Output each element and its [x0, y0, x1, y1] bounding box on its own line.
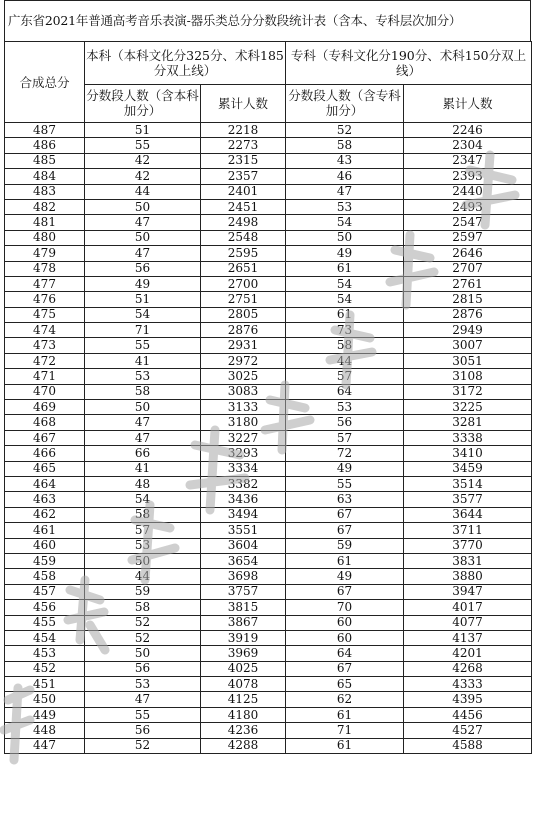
cell-total-score: 455	[5, 615, 85, 630]
cell-undergrad-cumulative: 2595	[201, 246, 286, 261]
table-row	[5, 292, 532, 307]
table-row	[5, 153, 532, 168]
cell-undergrad-cumulative: 4288	[201, 738, 286, 753]
cell-college-cumulative: 4527	[404, 723, 532, 738]
cell-total-score: 469	[5, 400, 85, 415]
cell-college-count: 55	[286, 476, 404, 491]
cell-undergrad-cumulative: 2357	[201, 169, 286, 184]
cell-total-score: 450	[5, 692, 85, 707]
header-college-cumulative: 累计人数	[404, 84, 532, 122]
cell-college-cumulative: 2246	[404, 123, 532, 138]
cell-undergrad-cumulative: 3293	[201, 446, 286, 461]
table-row	[5, 569, 532, 584]
cell-college-count: 49	[286, 461, 404, 476]
cell-college-cumulative: 3007	[404, 338, 532, 353]
cell-college-cumulative: 2646	[404, 246, 532, 261]
cell-total-score: 458	[5, 569, 85, 584]
cell-total-score: 465	[5, 461, 85, 476]
cell-undergrad-cumulative: 3604	[201, 538, 286, 553]
cell-undergrad-cumulative: 3867	[201, 615, 286, 630]
table-title: 广东省2021年普通高考音乐表演-器乐类总分分数段统计表（含本、专科层次加分）	[4, 0, 531, 41]
score-table-sheet	[4, 0, 531, 754]
cell-total-score: 464	[5, 476, 85, 491]
cell-undergrad-cumulative: 4125	[201, 692, 286, 707]
cell-college-cumulative: 3108	[404, 369, 532, 384]
cell-undergrad-count: 49	[85, 276, 201, 291]
cell-college-count: 72	[286, 446, 404, 461]
table-row	[5, 507, 532, 522]
cell-college-cumulative: 4017	[404, 600, 532, 615]
cell-total-score: 485	[5, 153, 85, 168]
table-row	[5, 400, 532, 415]
cell-college-cumulative: 3770	[404, 538, 532, 553]
cell-undergrad-cumulative: 3382	[201, 476, 286, 491]
cell-undergrad-count: 55	[85, 138, 201, 153]
cell-college-count: 54	[286, 292, 404, 307]
cell-undergrad-count: 51	[85, 292, 201, 307]
cell-total-score: 468	[5, 415, 85, 430]
cell-undergrad-cumulative: 3551	[201, 523, 286, 538]
cell-college-count: 64	[286, 384, 404, 399]
cell-undergrad-cumulative: 4078	[201, 677, 286, 692]
cell-college-cumulative: 2493	[404, 199, 532, 214]
cell-total-score: 474	[5, 323, 85, 338]
table-row	[5, 646, 532, 661]
cell-college-count: 54	[286, 215, 404, 230]
cell-total-score: 452	[5, 661, 85, 676]
cell-total-score: 486	[5, 138, 85, 153]
score-distribution-table	[4, 41, 532, 754]
cell-college-cumulative: 2876	[404, 307, 532, 322]
cell-college-cumulative: 3947	[404, 584, 532, 599]
cell-total-score: 478	[5, 261, 85, 276]
cell-college-count: 53	[286, 400, 404, 415]
cell-college-count: 61	[286, 261, 404, 276]
cell-college-cumulative: 2597	[404, 230, 532, 245]
cell-total-score: 483	[5, 184, 85, 199]
cell-total-score: 480	[5, 230, 85, 245]
cell-college-count: 62	[286, 692, 404, 707]
cell-total-score: 467	[5, 430, 85, 445]
cell-total-score: 477	[5, 276, 85, 291]
table-row	[5, 169, 532, 184]
cell-undergrad-count: 53	[85, 677, 201, 692]
cell-undergrad-count: 58	[85, 507, 201, 522]
cell-undergrad-cumulative: 3757	[201, 584, 286, 599]
table-row	[5, 723, 532, 738]
cell-total-score: 457	[5, 584, 85, 599]
cell-college-cumulative: 3711	[404, 523, 532, 538]
table-row	[5, 584, 532, 599]
cell-undergrad-cumulative: 3698	[201, 569, 286, 584]
cell-total-score: 448	[5, 723, 85, 738]
table-row	[5, 461, 532, 476]
cell-undergrad-count: 54	[85, 307, 201, 322]
cell-college-count: 60	[286, 615, 404, 630]
table-row	[5, 199, 532, 214]
cell-college-count: 56	[286, 415, 404, 430]
cell-college-count: 54	[286, 276, 404, 291]
cell-undergrad-cumulative: 2972	[201, 353, 286, 368]
cell-total-score: 487	[5, 123, 85, 138]
cell-college-cumulative: 3172	[404, 384, 532, 399]
table-row	[5, 415, 532, 430]
cell-undergrad-count: 52	[85, 615, 201, 630]
cell-undergrad-count: 53	[85, 538, 201, 553]
cell-undergrad-cumulative: 2315	[201, 153, 286, 168]
cell-college-count: 52	[286, 123, 404, 138]
cell-college-cumulative: 2949	[404, 323, 532, 338]
table-row	[5, 538, 532, 553]
cell-undergrad-count: 59	[85, 584, 201, 599]
cell-undergrad-count: 55	[85, 707, 201, 722]
cell-total-score: 451	[5, 677, 85, 692]
table-body	[5, 123, 532, 754]
cell-total-score: 462	[5, 507, 85, 522]
cell-college-cumulative: 3281	[404, 415, 532, 430]
cell-undergrad-cumulative: 2451	[201, 199, 286, 214]
table-row	[5, 692, 532, 707]
cell-college-cumulative: 3225	[404, 400, 532, 415]
table-row	[5, 523, 532, 538]
cell-undergrad-count: 56	[85, 661, 201, 676]
table-row	[5, 707, 532, 722]
cell-college-count: 60	[286, 630, 404, 645]
cell-total-score: 482	[5, 199, 85, 214]
cell-undergrad-cumulative: 3083	[201, 384, 286, 399]
cell-college-count: 67	[286, 584, 404, 599]
table-row	[5, 430, 532, 445]
cell-college-cumulative: 3880	[404, 569, 532, 584]
cell-undergrad-count: 56	[85, 261, 201, 276]
table-row	[5, 123, 532, 138]
cell-college-cumulative: 2393	[404, 169, 532, 184]
cell-college-cumulative: 4137	[404, 630, 532, 645]
cell-undergrad-count: 50	[85, 199, 201, 214]
table-row	[5, 492, 532, 507]
cell-total-score: 473	[5, 338, 85, 353]
cell-college-cumulative: 3410	[404, 446, 532, 461]
cell-college-cumulative: 3644	[404, 507, 532, 522]
cell-undergrad-cumulative: 4236	[201, 723, 286, 738]
cell-undergrad-count: 48	[85, 476, 201, 491]
cell-undergrad-count: 50	[85, 646, 201, 661]
cell-college-count: 61	[286, 553, 404, 568]
table-row	[5, 661, 532, 676]
cell-total-score: 453	[5, 646, 85, 661]
cell-undergrad-cumulative: 2498	[201, 215, 286, 230]
table-row	[5, 738, 532, 753]
cell-undergrad-count: 41	[85, 353, 201, 368]
header-college: 专科（专科文化分190分、术科150分双上线）	[286, 42, 532, 85]
cell-undergrad-cumulative: 2218	[201, 123, 286, 138]
header-undergrad-cumulative: 累计人数	[201, 84, 286, 122]
cell-college-cumulative: 3459	[404, 461, 532, 476]
cell-college-count: 61	[286, 707, 404, 722]
table-row	[5, 384, 532, 399]
table-row	[5, 323, 532, 338]
cell-college-count: 58	[286, 138, 404, 153]
cell-college-cumulative: 3577	[404, 492, 532, 507]
cell-college-count: 73	[286, 323, 404, 338]
table-row	[5, 446, 532, 461]
cell-undergrad-count: 58	[85, 384, 201, 399]
cell-undergrad-cumulative: 2273	[201, 138, 286, 153]
cell-total-score: 481	[5, 215, 85, 230]
cell-college-count: 53	[286, 199, 404, 214]
table-row	[5, 215, 532, 230]
table-row	[5, 630, 532, 645]
cell-college-cumulative: 3338	[404, 430, 532, 445]
cell-college-count: 67	[286, 507, 404, 522]
table-row	[5, 261, 532, 276]
table-row	[5, 369, 532, 384]
table-row	[5, 677, 532, 692]
cell-undergrad-count: 50	[85, 230, 201, 245]
cell-undergrad-count: 57	[85, 523, 201, 538]
table-row	[5, 553, 532, 568]
cell-undergrad-cumulative: 2700	[201, 276, 286, 291]
cell-college-count: 67	[286, 523, 404, 538]
cell-total-score: 460	[5, 538, 85, 553]
table-row	[5, 600, 532, 615]
cell-undergrad-cumulative: 3025	[201, 369, 286, 384]
table-row	[5, 138, 532, 153]
cell-total-score: 456	[5, 600, 85, 615]
cell-total-score: 475	[5, 307, 85, 322]
cell-undergrad-count: 56	[85, 723, 201, 738]
cell-total-score: 449	[5, 707, 85, 722]
cell-undergrad-count: 47	[85, 415, 201, 430]
cell-undergrad-count: 50	[85, 553, 201, 568]
cell-undergrad-cumulative: 2751	[201, 292, 286, 307]
table-row	[5, 184, 532, 199]
cell-college-cumulative: 4333	[404, 677, 532, 692]
cell-undergrad-cumulative: 2931	[201, 338, 286, 353]
cell-college-count: 49	[286, 246, 404, 261]
cell-total-score: 447	[5, 738, 85, 753]
cell-undergrad-cumulative: 2401	[201, 184, 286, 199]
cell-undergrad-count: 47	[85, 215, 201, 230]
table-row	[5, 338, 532, 353]
cell-college-count: 65	[286, 677, 404, 692]
cell-college-count: 61	[286, 738, 404, 753]
cell-undergrad-cumulative: 3227	[201, 430, 286, 445]
cell-undergrad-cumulative: 3180	[201, 415, 286, 430]
table-row	[5, 476, 532, 491]
cell-total-score: 454	[5, 630, 85, 645]
cell-college-count: 46	[286, 169, 404, 184]
cell-undergrad-cumulative: 3133	[201, 400, 286, 415]
cell-college-cumulative: 4077	[404, 615, 532, 630]
cell-college-cumulative: 2761	[404, 276, 532, 291]
cell-college-count: 47	[286, 184, 404, 199]
cell-college-cumulative: 4395	[404, 692, 532, 707]
cell-undergrad-count: 47	[85, 246, 201, 261]
cell-undergrad-cumulative: 4025	[201, 661, 286, 676]
cell-undergrad-count: 52	[85, 738, 201, 753]
header-undergrad: 本科（本科文化分325分、术科185分双上线）	[85, 42, 286, 85]
cell-undergrad-count: 71	[85, 323, 201, 338]
table-row	[5, 230, 532, 245]
cell-college-count: 43	[286, 153, 404, 168]
cell-undergrad-count: 42	[85, 169, 201, 184]
cell-college-cumulative: 4456	[404, 707, 532, 722]
cell-undergrad-cumulative: 3436	[201, 492, 286, 507]
cell-college-count: 71	[286, 723, 404, 738]
header-total-score: 合成总分	[5, 42, 85, 123]
table-row	[5, 615, 532, 630]
cell-undergrad-count: 54	[85, 492, 201, 507]
cell-college-count: 70	[286, 600, 404, 615]
table-row	[5, 276, 532, 291]
cell-undergrad-count: 50	[85, 400, 201, 415]
cell-total-score: 463	[5, 492, 85, 507]
cell-undergrad-cumulative: 2805	[201, 307, 286, 322]
cell-total-score: 461	[5, 523, 85, 538]
cell-undergrad-count: 55	[85, 338, 201, 353]
cell-total-score: 476	[5, 292, 85, 307]
cell-undergrad-count: 66	[85, 446, 201, 461]
cell-total-score: 472	[5, 353, 85, 368]
cell-college-cumulative: 4268	[404, 661, 532, 676]
cell-undergrad-count: 58	[85, 600, 201, 615]
header-undergrad-count: 分数段人数（含本科加分）	[85, 84, 201, 122]
cell-undergrad-cumulative: 2876	[201, 323, 286, 338]
cell-college-cumulative: 3514	[404, 476, 532, 491]
cell-undergrad-count: 52	[85, 630, 201, 645]
table-row	[5, 353, 532, 368]
cell-college-count: 50	[286, 230, 404, 245]
cell-college-count: 67	[286, 661, 404, 676]
cell-undergrad-cumulative: 3654	[201, 553, 286, 568]
cell-college-cumulative: 4201	[404, 646, 532, 661]
cell-college-count: 58	[286, 338, 404, 353]
cell-undergrad-count: 44	[85, 569, 201, 584]
cell-undergrad-cumulative: 3815	[201, 600, 286, 615]
cell-undergrad-cumulative: 4180	[201, 707, 286, 722]
cell-college-cumulative: 4588	[404, 738, 532, 753]
cell-total-score: 479	[5, 246, 85, 261]
cell-college-count: 44	[286, 353, 404, 368]
cell-college-count: 63	[286, 492, 404, 507]
cell-college-cumulative: 3051	[404, 353, 532, 368]
cell-undergrad-count: 44	[85, 184, 201, 199]
cell-undergrad-cumulative: 2548	[201, 230, 286, 245]
cell-undergrad-cumulative: 3334	[201, 461, 286, 476]
cell-undergrad-count: 42	[85, 153, 201, 168]
cell-undergrad-count: 47	[85, 430, 201, 445]
cell-undergrad-cumulative: 3919	[201, 630, 286, 645]
cell-college-count: 49	[286, 569, 404, 584]
cell-college-cumulative: 2347	[404, 153, 532, 168]
cell-undergrad-cumulative: 3969	[201, 646, 286, 661]
cell-undergrad-count: 51	[85, 123, 201, 138]
cell-college-cumulative: 2304	[404, 138, 532, 153]
cell-college-cumulative: 2707	[404, 261, 532, 276]
cell-undergrad-cumulative: 2651	[201, 261, 286, 276]
cell-total-score: 466	[5, 446, 85, 461]
cell-undergrad-count: 53	[85, 369, 201, 384]
cell-college-count: 59	[286, 538, 404, 553]
cell-college-cumulative: 2547	[404, 215, 532, 230]
table-row	[5, 307, 532, 322]
table-row	[5, 246, 532, 261]
cell-college-cumulative: 3831	[404, 553, 532, 568]
cell-undergrad-count: 41	[85, 461, 201, 476]
cell-total-score: 470	[5, 384, 85, 399]
cell-undergrad-cumulative: 3494	[201, 507, 286, 522]
cell-total-score: 484	[5, 169, 85, 184]
cell-total-score: 471	[5, 369, 85, 384]
cell-college-cumulative: 2815	[404, 292, 532, 307]
cell-college-count: 61	[286, 307, 404, 322]
cell-total-score: 459	[5, 553, 85, 568]
cell-college-count: 64	[286, 646, 404, 661]
cell-undergrad-count: 47	[85, 692, 201, 707]
cell-college-count: 57	[286, 369, 404, 384]
cell-college-cumulative: 2440	[404, 184, 532, 199]
cell-college-count: 57	[286, 430, 404, 445]
header-college-count: 分数段人数（含专科加分）	[286, 84, 404, 122]
